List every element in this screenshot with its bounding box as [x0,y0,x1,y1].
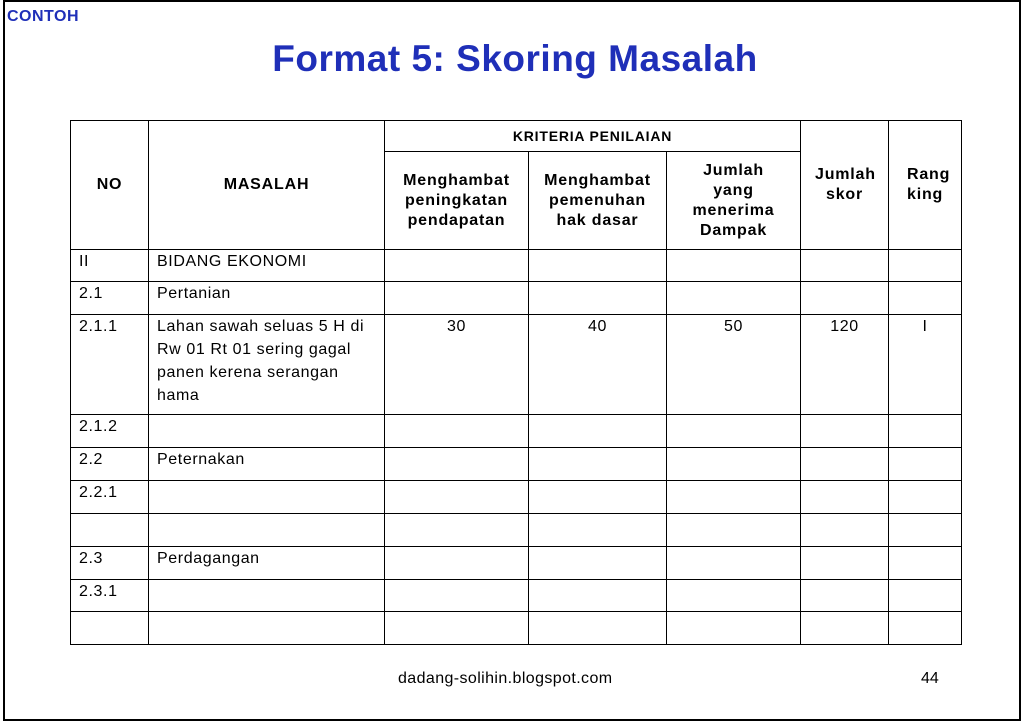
row-c3 [667,448,801,481]
row-rank [889,415,962,448]
row-c3 [667,250,801,282]
row-masalah: Peternakan [149,448,385,481]
page-number: 44 [921,670,939,687]
row-no [71,612,149,645]
row-masalah: Perdagangan [149,547,385,580]
row-skor [801,415,889,448]
row-c2 [529,448,667,481]
table-row [71,250,962,282]
table-row [71,481,962,514]
row-c2 [529,250,667,282]
row-masalah [149,415,385,448]
header-no: NO [71,121,149,250]
row-masalah [149,514,385,547]
row-c1: 30 [385,315,529,415]
row-skor [801,481,889,514]
row-rank [889,547,962,580]
row-no [71,514,149,547]
row-c2 [529,612,667,645]
row-c1 [385,481,529,514]
row-c1 [385,514,529,547]
row-c1 [385,415,529,448]
row-c2 [529,580,667,612]
row-rank [889,448,962,481]
header-ranking: Rang king [889,121,962,250]
row-c2 [529,547,667,580]
header-menghambat-pendapatan: Menghambat peningkatan pendapatan [385,152,529,250]
row-rank [889,580,962,612]
row-c2 [529,415,667,448]
table-row [71,415,962,448]
header-jumlah-dampak: Jumlah yang menerima Dampak [667,152,801,250]
row-c3 [667,481,801,514]
row-c1 [385,580,529,612]
footer-source: dadang-solihin.blogspot.com [398,670,613,687]
row-rank [889,514,962,547]
row-c1 [385,282,529,315]
row-no: 2.2.1 [71,481,149,514]
row-rank [889,282,962,315]
row-masalah: Lahan sawah seluas 5 H di Rw 01 Rt 01 sering gagal panen kerena serangan hama [149,315,385,415]
row-c2 [529,282,667,315]
row-skor [801,250,889,282]
table-row [71,547,962,580]
row-rank [889,612,962,645]
row-skor [801,547,889,580]
row-no: 2.2 [71,448,149,481]
row-no: 2.3.1 [71,580,149,612]
row-no: 2.3 [71,547,149,580]
row-c1 [385,612,529,645]
table-row [71,315,962,415]
row-rank [889,481,962,514]
row-skor: 120 [801,315,889,415]
row-c1 [385,250,529,282]
row-skor [801,612,889,645]
header-jumlah-skor: Jumlah skor [801,121,889,250]
example-tag: CONTOH [7,8,80,25]
row-masalah: BIDANG EKONOMI [149,250,385,282]
row-no: 2.1.2 [71,415,149,448]
row-c3 [667,282,801,315]
row-rank [889,250,962,282]
row-skor [801,282,889,315]
row-masalah [149,612,385,645]
row-c3 [667,580,801,612]
row-no: II [71,250,149,282]
row-skor [801,514,889,547]
row-no: 2.1 [71,282,149,315]
row-c3 [667,547,801,580]
table-row [71,282,962,315]
row-skor [801,448,889,481]
row-rank: I [889,315,962,415]
row-masalah [149,580,385,612]
row-c1 [385,448,529,481]
row-c3: 50 [667,315,801,415]
table-row [71,514,962,547]
header-kriteria: KRITERIA PENILAIAN [385,121,801,152]
row-c3 [667,612,801,645]
table-row [71,612,962,645]
row-no: 2.1.1 [71,315,149,415]
table-row [71,448,962,481]
header-masalah: MASALAH [149,121,385,250]
row-c2 [529,514,667,547]
row-c2: 40 [529,315,667,415]
row-c2 [529,481,667,514]
row-skor [801,580,889,612]
row-masalah: Pertanian [149,282,385,315]
row-c3 [667,415,801,448]
table-row [71,580,962,612]
scoring-table [70,120,962,645]
row-c3 [667,514,801,547]
header-menghambat-hak: Menghambat pemenuhan hak dasar [529,152,667,250]
row-masalah [149,481,385,514]
page-title: Format 5: Skoring Masalah [272,38,758,79]
row-c1 [385,547,529,580]
